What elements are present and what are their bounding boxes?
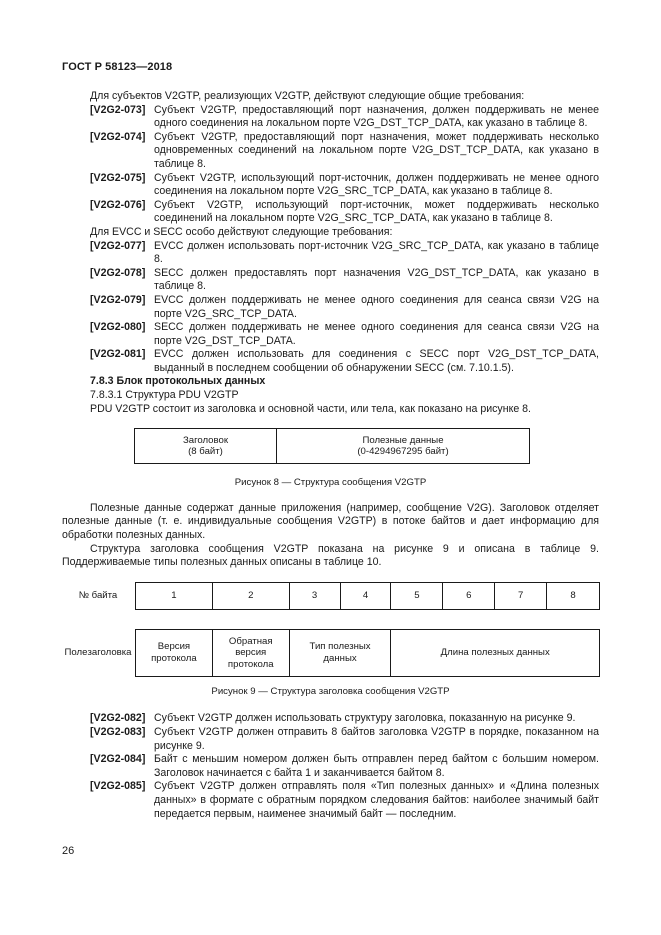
requirement-text: SECC должен поддерживать не менее одного соединения для сеанса связи V2G на порте V2G_DST_TCP_DATA. xyxy=(154,321,599,347)
field-line: версия xyxy=(235,647,267,659)
header-structure-paragraph: Структура заголовка сообщения V2GTP показана на рисунке 9 и описана в таблице 9. Поддерживаемые типы полезных данных описаны в таблице 10. xyxy=(62,542,599,569)
field-protocol-version xyxy=(136,630,213,676)
requirement-text: Субъект V2GTP должен отправлять поля «Тип полезных данных» и «Длина полезных данных» в формате с обратным порядком следования байтов: наиболее значимый байт передается первым, наименее значимый байт — последним. xyxy=(154,780,599,820)
requirement-text: Субъект V2GTP, предоставляющий порт назначения, должен поддерживать не менее одного соединения на локальном порте V2G_DST_TCP_DATA, как указано в таблице 8. xyxy=(154,103,599,130)
byte-number-label: № байта xyxy=(78,590,118,602)
page-number: 26 xyxy=(62,845,75,857)
field-line: протокола xyxy=(227,658,274,670)
field-line: Тип полезных xyxy=(309,641,371,653)
requirement-item xyxy=(62,172,599,199)
requirement-item xyxy=(62,131,599,172)
header-field-label-line1: Поле xyxy=(64,647,88,659)
requirement-text: Субъект V2GTP, использующий порт-источник, может поддерживать несколько соединений на локальном порте V2G_SRC_TCP_DATA, как указано в таблице 8. xyxy=(154,198,599,225)
requirement-item xyxy=(62,753,599,780)
requirement-code: [V2G2-082] xyxy=(90,712,146,725)
byte-cell: 5 xyxy=(391,583,443,609)
byte-number-grid xyxy=(135,582,600,610)
requirement-code: [V2G2-079] xyxy=(90,293,146,306)
requirement-code: [V2G2-073] xyxy=(90,103,146,116)
header-field-grid xyxy=(135,629,600,677)
requirement-item xyxy=(62,780,599,821)
figure-8-caption: Рисунок 8 — Структура сообщения V2GTP xyxy=(234,477,427,489)
field-line: данных xyxy=(323,652,357,664)
payload-cell-title: Полезные данные xyxy=(362,434,444,446)
byte-cell: 4 xyxy=(341,583,392,609)
field-payload-type xyxy=(290,630,392,676)
requirement-item xyxy=(62,199,599,226)
figure-8-header-cell xyxy=(135,429,277,463)
section-heading-7-8-3: 7.8.3 Блок протокольных данных xyxy=(90,375,266,388)
requirement-item xyxy=(62,348,599,375)
requirement-item xyxy=(62,240,599,267)
evcc-secc-intro: Для EVCC и SECC особо действуют следующие требования: xyxy=(90,225,393,238)
requirement-code: [V2G2-084] xyxy=(90,753,146,766)
requirement-item xyxy=(62,726,599,753)
requirement-text: Субъект V2GTP, использующий порт-источник, должен поддерживать не менее одного соединения на локальном порте V2G_SRC_TCP_DATA, как указано в таблице 8. xyxy=(154,171,599,198)
byte-cell: 6 xyxy=(443,583,495,609)
byte-cell: 8 xyxy=(570,590,576,602)
requirement-text: EVCC должен использовать порт-источник V2G_SRC_TCP_DATA, как указано в таблице 8. xyxy=(154,239,599,266)
requirement-code: [V2G2-078] xyxy=(90,266,146,279)
requirement-text: EVCC должен использовать для соединения с SECC порт V2G_DST_TCP_DATA, выданный в последнем сообщении об обнаружении SECC (см. 7.10.1.5). xyxy=(154,348,599,374)
requirement-item xyxy=(62,294,599,321)
header-cell-title: Заголовок xyxy=(182,434,229,446)
requirement-code: [V2G2-076] xyxy=(90,198,146,211)
requirement-code: [V2G2-085] xyxy=(90,780,146,793)
payload-cell-size: (0-4294967295 байт) xyxy=(357,446,449,458)
requirement-item xyxy=(62,267,599,294)
document-header: ГОСТ Р 58123—2018 xyxy=(62,61,173,73)
page-content xyxy=(62,90,599,821)
field-line: Версия xyxy=(157,641,191,653)
payload-paragraph: Полезные данные содержат данные приложения (например, сообщение V2G). Заголовок отделяет полезные данные (т. е. индивидуальные сообщения V2GTP) в потоке байтов и дает информацию для обработки полезных данных. xyxy=(62,501,599,542)
byte-cell: 1 xyxy=(136,583,213,609)
header-field-label xyxy=(62,629,134,677)
requirement-text: Субъект V2GTP, предоставляющий порт назначения, может поддерживать несколько одновременных соединений на локальном порте V2G_DST_TCP_DATA, как указано в таблице 8. xyxy=(154,130,599,170)
field-line: Обратная xyxy=(228,635,273,647)
field-line: протокола xyxy=(151,652,197,664)
figure-9-byte-row xyxy=(62,582,599,610)
requirement-item xyxy=(62,104,599,131)
field-payload-length xyxy=(391,630,599,676)
requirement-text: Субъект V2GTP должен использовать структуру заголовка, показанную на рисунке 9. xyxy=(154,712,576,725)
byte-cell: 3 xyxy=(290,583,341,609)
field-line: Длина полезных данных xyxy=(440,647,550,659)
header-field-label-line2: заголовка xyxy=(87,647,132,659)
requirement-code: [V2G2-081] xyxy=(90,348,146,361)
requirement-code: [V2G2-074] xyxy=(90,130,146,143)
requirement-code: [V2G2-077] xyxy=(90,239,146,252)
requirement-code: [V2G2-083] xyxy=(90,726,146,738)
header-cell-size: (8 байт) xyxy=(188,446,223,458)
requirement-code: [V2G2-080] xyxy=(90,321,146,334)
figure-8-message-structure xyxy=(134,428,530,464)
requirement-item xyxy=(62,321,599,348)
requirement-text: SECC должен предоставлять порт назначения V2G_DST_TCP_DATA, как указано в таблице 8. xyxy=(154,266,599,293)
section-heading-7-8-3-1: 7.8.3.1 Структура PDU V2GTP xyxy=(90,389,239,402)
intro-paragraph: Для субъектов V2GTP, реализующих V2GTP, действуют следующие общие требования: xyxy=(90,90,525,102)
figure-9-caption: Рисунок 9 — Структура заголовка сообщения V2GTP xyxy=(211,685,450,697)
requirement-text: Байт с меньшим номером должен быть отправлен перед байтом с большим номером. Заголовок начинается с байта 1 и заканчивается байтом 8. xyxy=(154,753,599,779)
requirement-text: Субъект V2GTP должен отправить 8 байтов заголовка V2GTP в порядке, показанном на рисунке 9. xyxy=(154,726,599,752)
requirement-code: [V2G2-075] xyxy=(90,171,146,184)
figure-9-field-row xyxy=(62,629,599,679)
byte-cell: 7 xyxy=(495,583,547,609)
requirement-item xyxy=(62,712,599,726)
byte-cell: 2 xyxy=(213,583,290,609)
figure-8-payload-cell xyxy=(277,429,529,463)
field-inverse-protocol-version xyxy=(213,630,290,676)
pdu-description: PDU V2GTP состоит из заголовка и основной части, или тела, как показано на рисунке 8. xyxy=(90,402,532,415)
requirement-text: EVCC должен поддерживать не менее одного соединения для сеанса связи V2G на порте V2G_SRC_TCP_DATA. xyxy=(154,293,599,320)
